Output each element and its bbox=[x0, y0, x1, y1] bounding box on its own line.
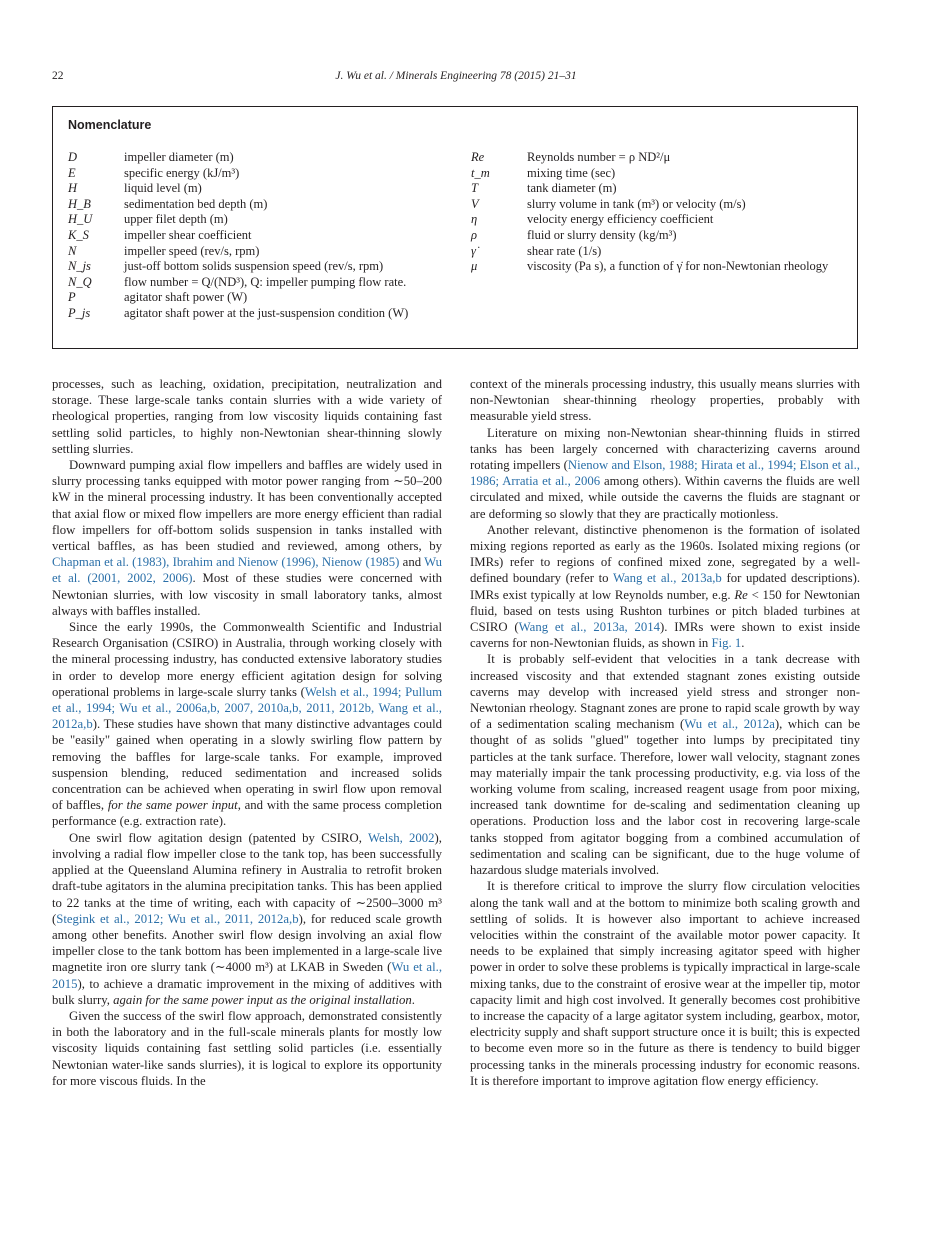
symbol: Re bbox=[471, 150, 485, 164]
nomenclature-entry bbox=[471, 197, 847, 213]
definition: mixing time (sec) bbox=[527, 165, 616, 180]
definition: impeller speed (rev/s, rpm) bbox=[124, 243, 260, 258]
definition: liquid level (m) bbox=[124, 181, 202, 196]
definition: agitator shaft power (W) bbox=[124, 290, 248, 305]
symbol: H_U bbox=[68, 212, 93, 227]
nomenclature-left-list bbox=[68, 150, 444, 322]
citation-link[interactable]: Nienow and Elson, 1988; Hirata et al., 1994; Elson et al., 1986; Arratia et al., 2006 bbox=[470, 458, 860, 489]
nomenclature-entry bbox=[471, 150, 847, 166]
citation-link[interactable]: Wang et al., 2013a,b bbox=[612, 571, 722, 586]
running-header bbox=[52, 70, 860, 86]
definition: specific energy (kJ/m³) bbox=[124, 165, 240, 180]
definition: upper filet depth (m) bbox=[124, 212, 228, 227]
nomenclature-entry bbox=[68, 306, 444, 322]
paragraph: Literature on mixing non-Newtonian shear-thinning fluids in stirred tanks has been largely concerned with characterizing caverns around rotating impellers (Nienow and Elson, 1988; Hirata et al., 1994; Elson et al., 1986; Arratia et al., 2006 among others). Within caverns the fluids are well circulated and mixed, while outside the caverns the fluids are stagnant or are deforming so slowly that they are practically motionless. bbox=[470, 425, 860, 521]
nomenclature-entry bbox=[471, 166, 847, 182]
paragraph: It is probably self-evident that velocities in a tank decrease with increased viscosity and that extended stagnant zones existing outside caverns may develop with increased yield stress and stronger non-Newtonian rheology. Stagnant zones are prone to rapid scale growth by way of a sedimentation scaling mechanism (Wu et al., 2012a), which can be thought of as solids "glued" together into lumps by precipitated tiny particles at the tank surface. Therefore, lower wall velocity, stagnant zones may materially impair the tank processing productivity, e.g. via loss of the working volume from scaling, increased reagent usage from poor mixing, increased tank downtime for de-scaling and sedimentation cleaning up operations. Production loss and the labor cost in recovering large-scale tanks stopped from agitator bogging from a combined accumulation of sedimentation and scaling can be significant, due to the huge volume of hazardous sludge materials involved. bbox=[470, 652, 860, 878]
paragraph: Another relevant, distinctive phenomenon is the formation of isolated mixing regions reported as early as the 1960s. Isolated mixing regions (or IMRs) refer to regions of confined mixed zone, segregated by a well-defined boundary (refer to Wang et al., 2013a,b for updated descriptions). IMRs exist typically at low Reynolds number, e.g. Re < 150 for Newtonian fluid, based on tests using Rushton turbines or pitch bladed turbines at CSIRO (Wang et al., 2013a, 2014). IMRs were shown to exist inside caverns for non-Newtonian fluids, as shown in Fig. 1. bbox=[470, 522, 861, 651]
definition: velocity energy efficiency coefficient bbox=[527, 212, 714, 227]
nomenclature-entry bbox=[68, 181, 444, 197]
figure-link[interactable]: Fig. 1 bbox=[711, 636, 742, 651]
nomenclature-box bbox=[52, 106, 858, 349]
nomenclature-entry bbox=[68, 244, 444, 260]
symbol: γ̇ bbox=[471, 243, 476, 258]
paragraph: Given the success of the swirl flow approach, demonstrated consistently in both the laboratory and in the full-scale minerals plants for mostly low viscosity liquids containing fast settling solid particles (i.e. essentially Newtonian water-like sands slurries), it is logical to explore its opportunity for more viscous fluids. In the bbox=[52, 1008, 442, 1088]
symbol: K_S bbox=[68, 227, 89, 242]
symbol: E bbox=[68, 165, 76, 180]
nomenclature-entry bbox=[68, 290, 444, 306]
paragraph: Downward pumping axial flow impellers and baffles are widely used in slurry processing tanks equipped with motor power ranging from ∼50–200 kW in the mineral processing industry. It has been conventionally accepted that axial flow or mixed flow impellers are more energy efficient than radial flow impellers for off-bottom solids suspension in tanks installed with vertical baffles, as has been studied and reviewed, among others, by Chapman et al. (1983), Ibrahim and Nienow (1996), Nienow (1985) and Wu et al. (2001, 2002, 2006). Most of these studies were concerned with Newtonian slurries, with low viscosity in small laboratory tanks, almost always with baffles installed. bbox=[52, 458, 442, 618]
definition: tank diameter (m) bbox=[527, 181, 617, 196]
symbol: N_js bbox=[68, 259, 91, 274]
symbol: H bbox=[68, 181, 78, 196]
symbol: t_m bbox=[471, 165, 490, 180]
symbol: D bbox=[68, 150, 78, 164]
symbol: P bbox=[68, 290, 76, 305]
nomenclature-entry bbox=[68, 150, 444, 166]
definition: Reynolds number = ρ ND²/μ bbox=[527, 150, 671, 164]
page-number: 22 bbox=[52, 70, 64, 82]
definition: fluid or slurry density (kg/m³) bbox=[527, 227, 677, 242]
paragraph: It is therefore critical to improve the slurry flow circulation velocities along the tank wall and at the bottom to minimize both scaling growth and settling of solids. It is however also important to achieve increased velocities within the constraint of the available motor power capacity. It needs to be explained that simply increasing agitator speed with higher power in order to solve these problems is typically impractical in large-scale mixing tanks, due to the constraint of erosive wear at the impeller tip, motor capacity limit and high cost involved. It generally becomes cost prohibitive to increase the capacity of a large agitator system including, gearbox, motor, electricity supply and shaft support structure once it is built; this is expected to become even more so in the future as there is tendency to build bigger processing tanks in the minerals processing industry for economic reasons. It is therefore important to improve agitation flow energy efficiency. bbox=[470, 879, 860, 1088]
definition: sedimentation bed depth (m) bbox=[124, 196, 268, 211]
nomenclature-title: Nomenclature bbox=[68, 118, 152, 132]
citation-link[interactable]: Wu et al., 2015 bbox=[52, 960, 443, 991]
journal-citation: J. Wu et al. / Minerals Engineering 78 (2015) 21–31 bbox=[335, 70, 577, 82]
citation-link[interactable]: Stegink et al., 2012; Wu et al., 2011, 2012a,b bbox=[56, 911, 299, 926]
nomenclature-entry bbox=[471, 181, 847, 197]
nomenclature-entry bbox=[471, 228, 847, 244]
paragraph: processes, such as leaching, oxidation, precipitation, neutralization and storage. These large-scale tanks contain slurries with a wide variety of rheological properties, ranging from low viscosity liquids containing fast settling solid particles, to highly non-Newtonian shear-thinning slowly settling slurries. bbox=[52, 377, 442, 456]
paragraph: One swirl flow agitation design (patented by CSIRO, Welsh, 2002), involving a radial flow impeller close to the tank top, has been successfully applied at the Queensland Alumina refinery in Australia to retrofit broken draft-tube agitators in the alumina precipitation tanks. This has been applied to 22 tanks at the time of writing, each with capacity of ∼2500–3000 m³ (Stegink et al., 2012; Wu et al., 2011, 2012a,b), for reduced scale growth among other benefits. Another swirl flow design involving an axial flow impeller close to the tank bottom has been implemented in a large-scale live magnetite iron ore slurry tank (∼4000 m³) at LKAB in Sweden (Wu et al., 2015), to achieve a dramatic improvement in the mixing of additives with bulk slurry, again for the same power input as the original installation. bbox=[52, 830, 443, 1007]
symbol: ρ bbox=[471, 227, 477, 242]
nomenclature-entry bbox=[68, 259, 444, 275]
definition: viscosity (Pa s), a function of γ̇ for non-Newtonian rheology bbox=[527, 259, 829, 274]
citation-link[interactable]: Wu et al., 2012a bbox=[684, 717, 775, 732]
nomenclature-entry bbox=[68, 197, 444, 213]
nomenclature-entry bbox=[471, 212, 847, 228]
nomenclature-entry bbox=[68, 228, 444, 244]
citation-link[interactable]: Wu et al. (2001, 2002, 2006) bbox=[52, 555, 442, 586]
definition: impeller diameter (m) bbox=[124, 150, 234, 164]
nomenclature-entry bbox=[68, 275, 444, 291]
nomenclature-entry bbox=[471, 244, 847, 260]
symbol: N_Q bbox=[68, 274, 92, 289]
symbol: T bbox=[471, 181, 478, 196]
citation-link[interactable]: Chapman et al. (1983), Ibrahim and Nienow (1996), Nienow (1985) bbox=[52, 555, 400, 570]
citation-link[interactable]: Wang et al., 2013a, 2014 bbox=[518, 620, 661, 635]
paragraph: context of the minerals processing industry, this usually means slurries with non-Newtonian shear-thinning rheology properties, probably with measurable yield stress. bbox=[470, 377, 860, 424]
definition: agitator shaft power at the just-suspension condition (W) bbox=[124, 305, 409, 320]
body-column-right bbox=[470, 376, 860, 1089]
citation-link[interactable]: Welsh et al., 1994; Pullum et al., 1994; Wu et al., 2006a,b, 2007, 2010a,b, 2011, 2012b, Wang et al., 2012a,b bbox=[52, 684, 442, 732]
nomenclature-right-list bbox=[471, 150, 847, 275]
citation-link[interactable]: Welsh, 2002 bbox=[368, 830, 435, 845]
symbol: μ bbox=[471, 259, 478, 274]
definition: just-off bottom solids suspension speed (rev/s, rpm) bbox=[124, 259, 384, 274]
definition: slurry volume in tank (m³) or velocity (m/s) bbox=[527, 196, 746, 211]
nomenclature-entry bbox=[471, 259, 847, 275]
symbol: η bbox=[471, 212, 478, 227]
definition: impeller shear coefficient bbox=[124, 227, 252, 242]
body-column-left bbox=[52, 376, 442, 1089]
symbol: H_B bbox=[68, 196, 91, 211]
symbol: P_js bbox=[68, 305, 91, 320]
paragraph: Since the early 1990s, the Commonwealth Scientific and Industrial Research Organisation (CSIRO) in Australia, through working closely with the mineral processing industry, has conducted extensive laboratory studies in order to develop more energy efficient agitation design for solving operational problems in large-scale slurry tanks (Welsh et al., 1994; Pullum et al., 1994; Wu et al., 2006a,b, 2007, 2010a,b, 2011, 2012b, Wang et al., 2012a,b). These studies have shown that many distinctive advantages could be "easily" gained when operating in a slowly swirling flow pattern by removing the baffles for large-scale tanks. For example, improved suspension blending, reduced sedimentation and increased solids concentration can be achieved when operating in swirl flow upon removal of baffles, for the same power input, and with the same process completion performance (e.g. extraction rate). bbox=[52, 620, 442, 829]
nomenclature-entry bbox=[68, 212, 444, 228]
nomenclature-entry bbox=[68, 166, 444, 182]
symbol: V bbox=[471, 196, 479, 211]
definition: shear rate (1/s) bbox=[527, 243, 602, 258]
definition: flow number = Q/(ND³), Q: impeller pumping flow rate. bbox=[124, 274, 407, 289]
symbol: N bbox=[68, 243, 77, 258]
